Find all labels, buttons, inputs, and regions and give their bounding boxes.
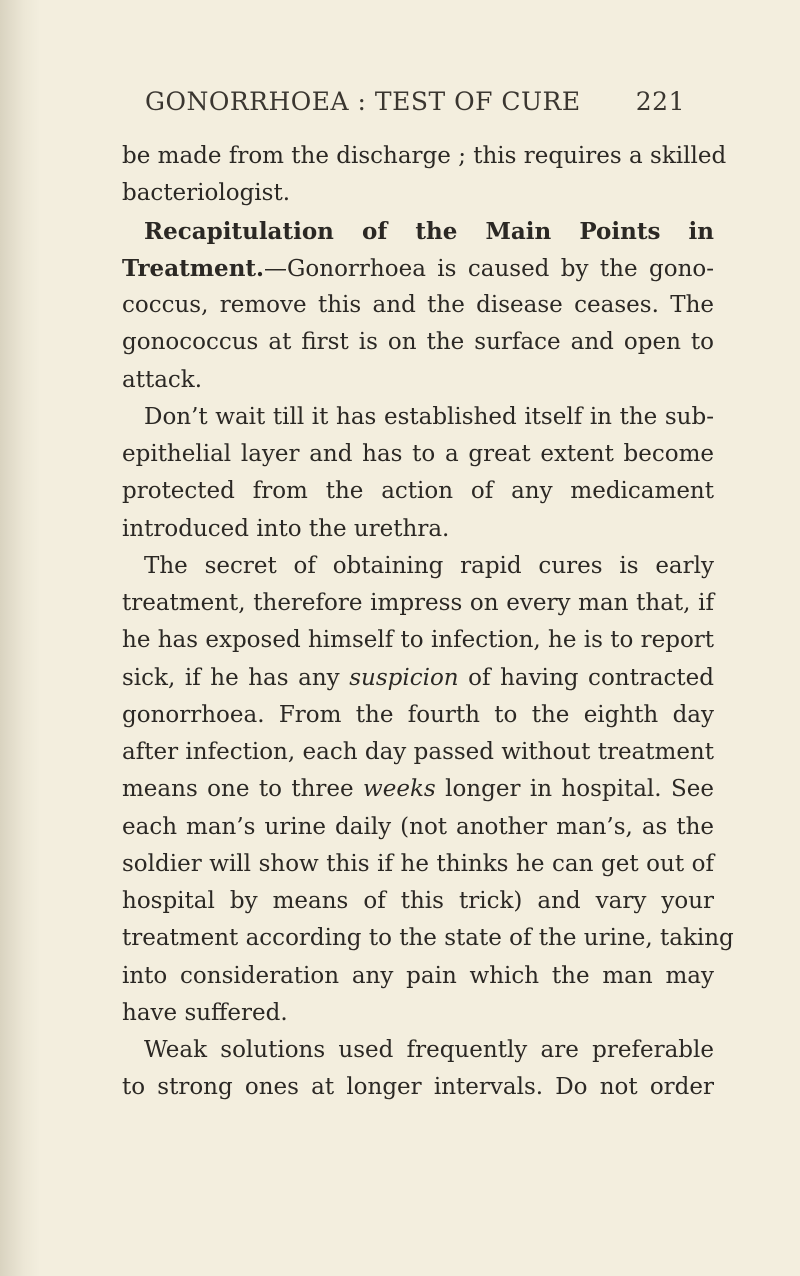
text-line: introduced into the urethra. xyxy=(122,515,450,542)
text-line: to strong ones at longer intervals. Do not order xyxy=(122,1074,714,1101)
text-line: hospital by means of this trick) and vary your xyxy=(122,888,714,914)
text-line xyxy=(122,250,714,287)
chapter-title: GONORRHOEA : TEST OF CURE xyxy=(145,87,581,116)
text-line: The secret of obtaining rapid cures is early xyxy=(144,552,714,579)
text-line: Weak solutions used frequently are preferable xyxy=(144,1037,714,1063)
text-line: soldier will show this if he thinks he can get out of xyxy=(122,850,714,877)
text-line: attack. xyxy=(122,366,203,393)
emphasis: suspicion xyxy=(349,664,459,691)
text-line: have suffered. xyxy=(122,999,288,1026)
running-head xyxy=(145,87,685,127)
emphasis: weeks xyxy=(363,776,436,803)
text-line: treatment according to the state of the urine, taking xyxy=(122,925,734,952)
text-line: Don’t wait till it has established itself in the sub- xyxy=(144,403,714,430)
body-text xyxy=(122,138,734,1107)
text-line: bacteriologist. xyxy=(122,180,291,207)
text-span: —Gonorrhoea is caused by the gono- xyxy=(264,255,714,282)
text-line: protected from the action of any medicament xyxy=(122,478,714,505)
section-heading: Recapitulation of the Main Points in xyxy=(144,217,714,245)
text-span: of having contracted xyxy=(458,664,715,691)
text-line: treatment, therefore impress on every man that, if xyxy=(122,590,714,616)
text-line: epithelial layer and has to a great extent become xyxy=(122,441,714,467)
text-span: sick, if he has any xyxy=(122,664,350,691)
text-line: into consideration any pain which the man may xyxy=(122,962,714,989)
text-line: each man’s urine daily (not another man’s, as the xyxy=(122,813,714,840)
section-heading-line xyxy=(122,213,714,250)
page-number: 221 xyxy=(635,87,685,116)
text-line: coccus, remove this and the disease ceases. The xyxy=(122,292,714,318)
text-line xyxy=(122,660,714,697)
text-span: means one to three xyxy=(122,776,364,803)
text-span: longer in hospital. See xyxy=(435,776,714,803)
text-line: gonococcus at first is on the surface and open to xyxy=(122,329,714,356)
text-line: he has exposed himself to infection, he is to report xyxy=(122,627,715,654)
section-heading: Treatment. xyxy=(122,254,265,282)
text-line: after infection, each day passed without treatment xyxy=(122,739,714,765)
text-line xyxy=(122,771,714,808)
text-line: gonorrhoea. From the fourth to the eighth day xyxy=(122,701,714,728)
text-line: be made from the discharge ; this requires a skilled xyxy=(122,143,727,169)
